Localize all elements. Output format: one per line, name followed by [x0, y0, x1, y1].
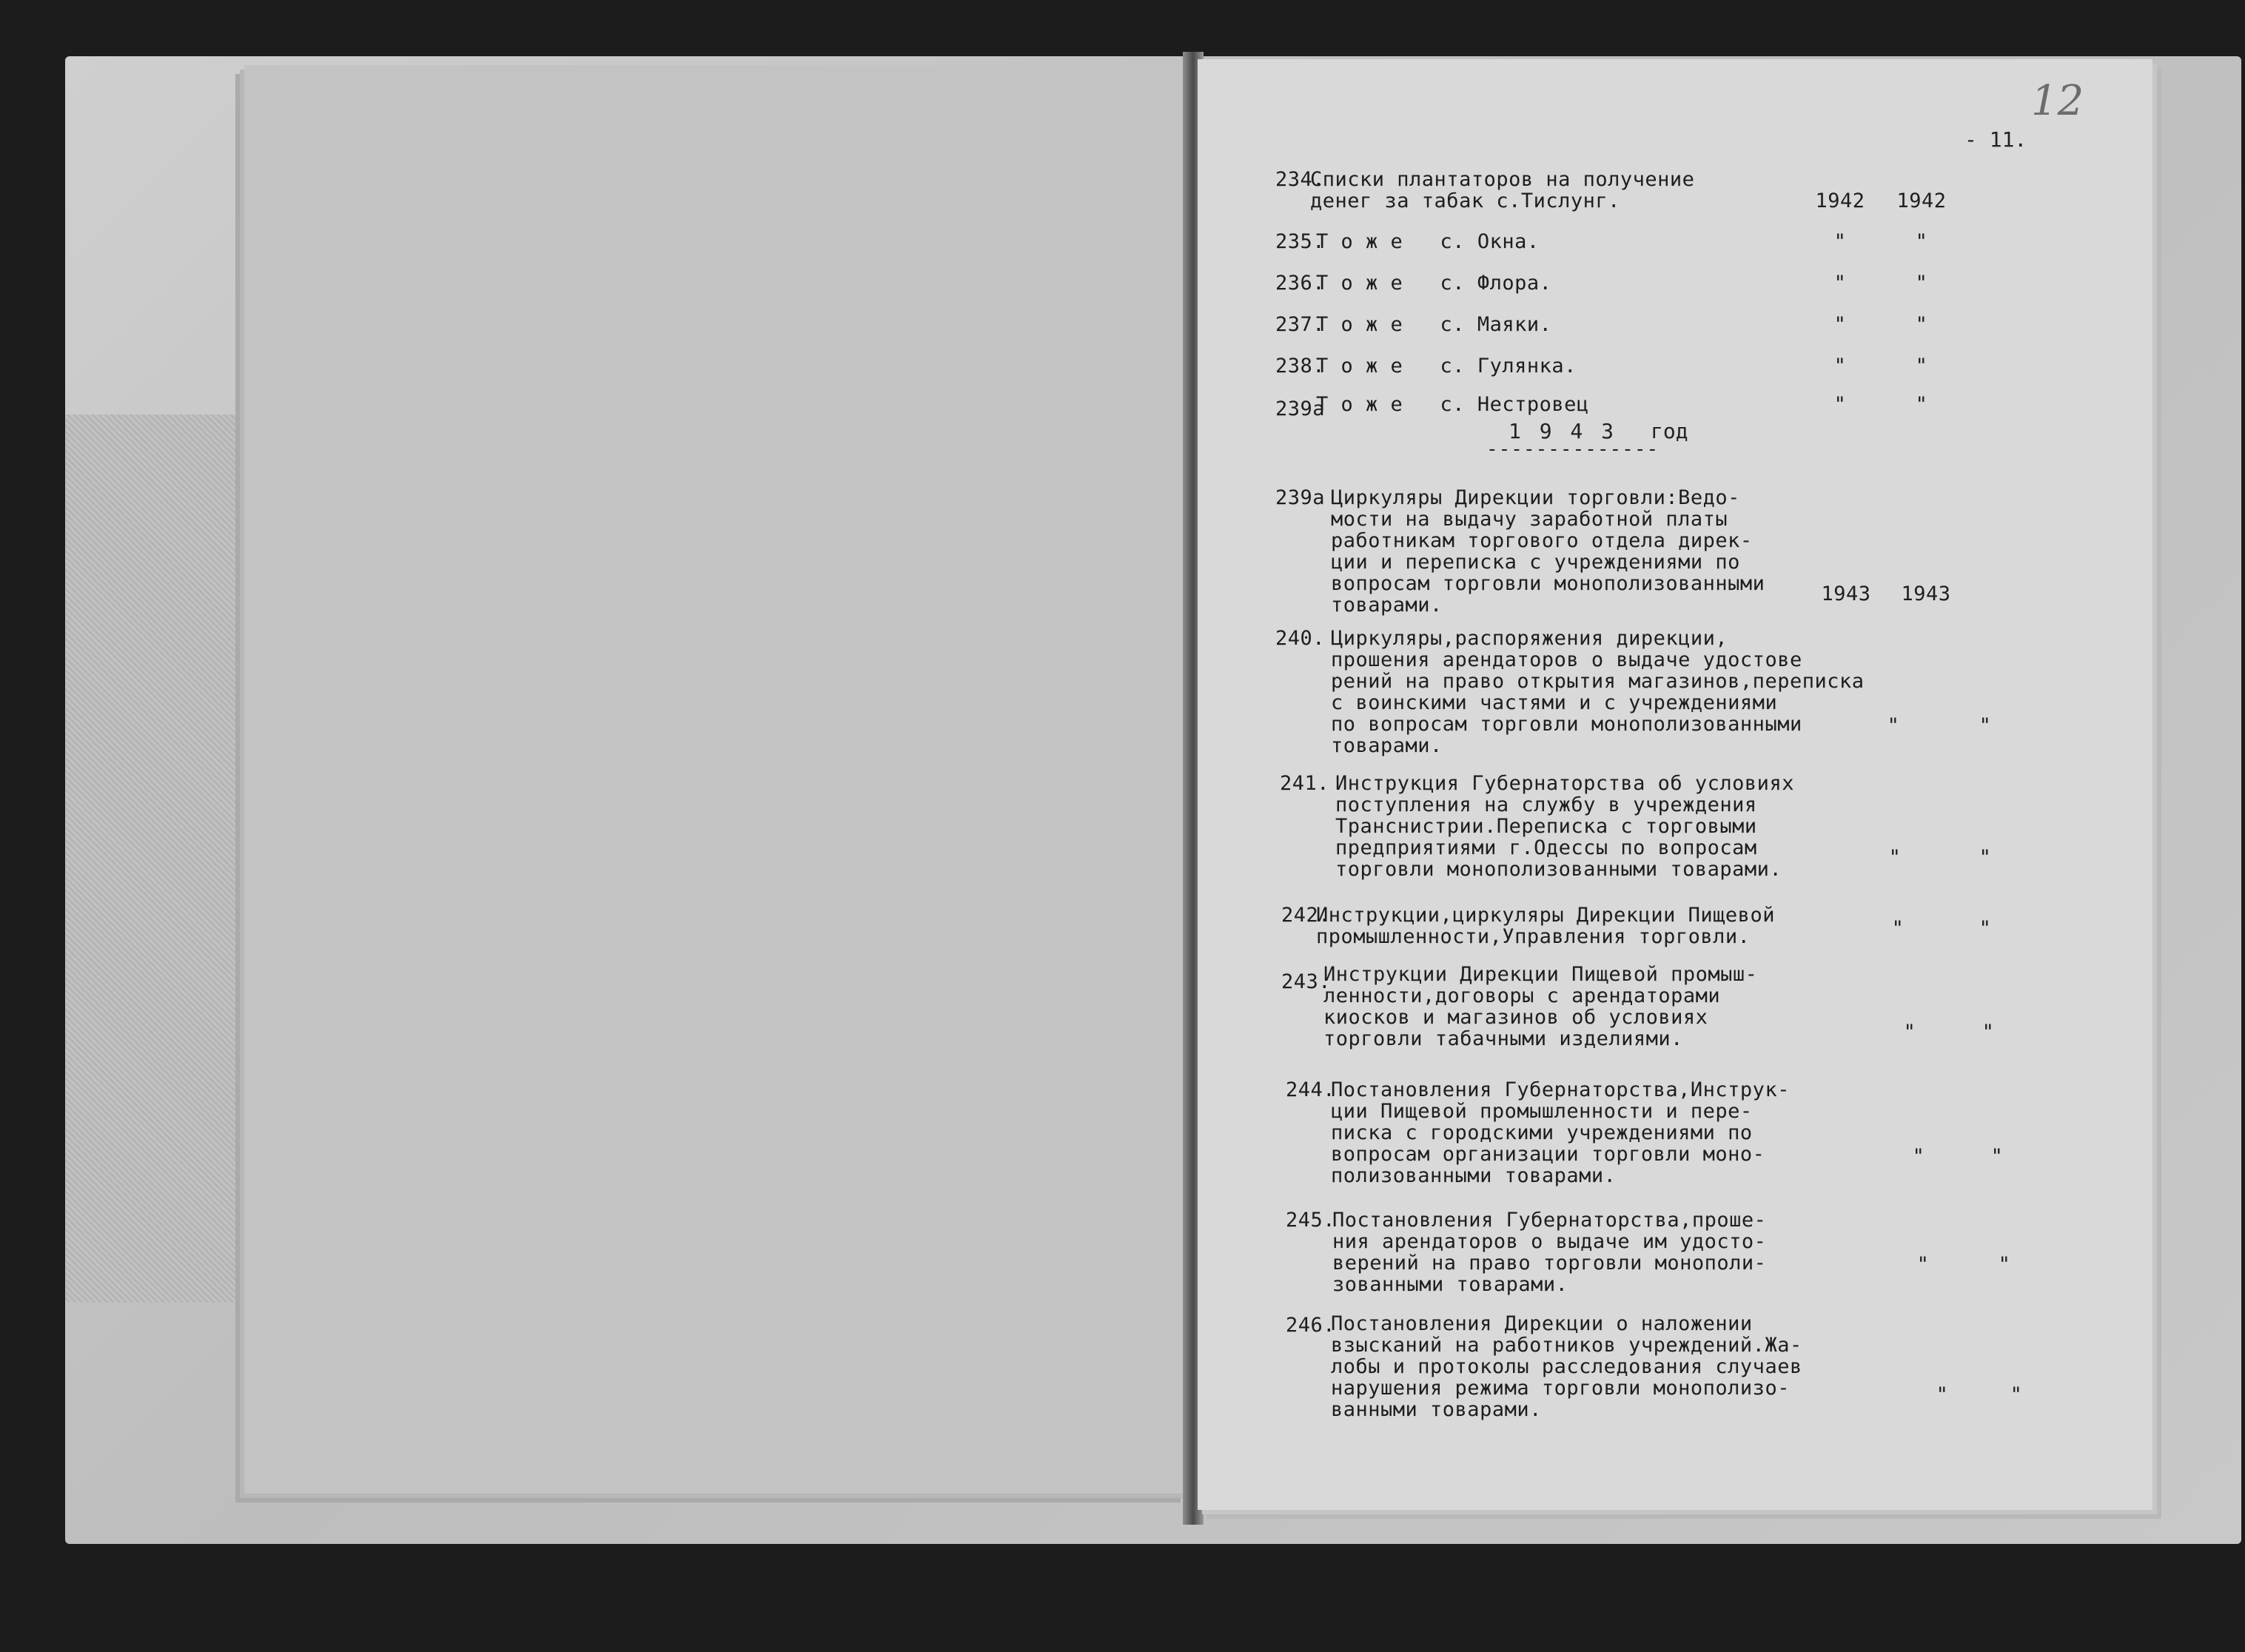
- entry-number: 242.: [1281, 904, 1331, 927]
- handwritten-folio-number: 12: [2031, 77, 2084, 125]
- entry-year-end: ": [1915, 355, 1928, 377]
- entry-year-end: ": [1979, 846, 1992, 869]
- entry-number: 234.: [1275, 168, 1325, 191]
- entry-number: 245.: [1285, 1209, 1335, 1232]
- entry-year-start: ": [1833, 355, 1847, 377]
- entry-number: 239а: [1275, 486, 1325, 509]
- entry-year-end: ": [1915, 393, 1928, 416]
- page-number: - 11.: [1964, 127, 2027, 152]
- entry-number: 240.: [1275, 627, 1325, 650]
- entry-number: 246.: [1285, 1314, 1335, 1337]
- inventory-page: [1198, 59, 2152, 1510]
- entry-title: Постановления Дирекции о наложении взысканий на работников учреждений.Жа- лобы и протоколы расследования случаев нарушения режима торговли монополизо- ванными товарами.: [1331, 1312, 1802, 1421]
- entry-year-end: ": [1915, 272, 1928, 295]
- entry-number: 238.: [1275, 355, 1325, 377]
- entry-year-end: ": [1990, 1145, 2004, 1168]
- entry-year-start: ": [1916, 1253, 1930, 1276]
- entry-year-start: ": [1887, 714, 1900, 737]
- folder-flap: [65, 414, 250, 1303]
- entry-year-start: 1943: [1821, 582, 1871, 605]
- entry-year-start: ": [1903, 1021, 1916, 1044]
- entry-title: Постановления Губернаторства,проше- ния арендаторов о выдаче им удосто- верений на право торговли монополи- зованными товарами.: [1332, 1209, 1767, 1296]
- entry-title: Т о ж е с. Окна.: [1316, 230, 1540, 253]
- entry-number: 235.: [1275, 230, 1325, 253]
- entry-number: 241.: [1279, 772, 1329, 795]
- entry-year-start: ": [1833, 230, 1847, 253]
- entry-year-start: ": [1833, 272, 1847, 295]
- entry-year-end: ": [1981, 1021, 1995, 1044]
- entry-year-start: ": [1888, 846, 1902, 869]
- entry-year-end: ": [1915, 313, 1928, 336]
- entry-year-end: ": [1998, 1253, 2011, 1276]
- entry-year-end: 1943: [1901, 582, 1951, 605]
- entry-title: Постановления Губернаторства,Инструк- ции Пищевой промышленности и пере- писка с городскими учреждениями по вопросам организации торговли моно- полизованными товарами.: [1331, 1078, 1790, 1187]
- entry-year-end: ": [1915, 230, 1928, 253]
- entry-year-end: ": [2010, 1383, 2023, 1406]
- year-heading: 1 9 4 3: [1509, 419, 1617, 443]
- entry-title: Т о ж е с. Нестровец: [1316, 393, 1589, 416]
- entry-title: Инструкции,циркуляры Дирекции Пищевой промышленности,Управления торговли.: [1316, 904, 1775, 948]
- entry-title: Т о ж е с. Гулянка.: [1316, 355, 1577, 377]
- entry-title: Т о ж е с. Флора.: [1316, 272, 1552, 295]
- entry-title: Циркуляры,распоряжения дирекции, прошения арендаторов о выдаче удостове рений на право открытия магазинов,переписка с воинскими частями и с учреждениями по вопросам торговли монополизованными товарами.: [1331, 627, 1865, 757]
- entry-year-start: ": [1833, 313, 1847, 336]
- entry-year-start: ": [1891, 917, 1905, 940]
- entry-title: Списки плантаторов на получение денег за табак с.Тислунг.: [1310, 168, 1695, 212]
- entry-title: Циркуляры Дирекции торговли:Ведо- мости на выдачу заработной платы работникам торгового отдела дирек- ции и переписка с учреждениями по вопросам торговли монополизованными товарами.: [1331, 486, 1765, 617]
- blank-left-page: [244, 65, 1189, 1494]
- entry-year-start: ": [1833, 393, 1847, 416]
- entry-number: 237.: [1275, 313, 1325, 336]
- entry-year-start: ": [1912, 1145, 1925, 1168]
- year-heading-rule: --------------: [1486, 438, 1660, 460]
- entry-year-start: 1942: [1815, 189, 1865, 212]
- entry-year-start: ": [1936, 1383, 1949, 1406]
- year-heading-suffix: год: [1651, 419, 1688, 443]
- entry-year-end: ": [1979, 714, 1992, 737]
- entry-number: 239а: [1275, 397, 1325, 420]
- entry-number: 244.: [1285, 1078, 1335, 1101]
- entry-year-end: ": [1979, 917, 1992, 940]
- entry-title: Инструкции Дирекции Пищевой промыш- ленности,договоры с арендаторами киосков и магазинов об условиях торговли табачными изделиями.: [1323, 963, 1758, 1050]
- entry-number: 236.: [1275, 272, 1325, 295]
- entry-title: Т о ж е с. Маяки.: [1316, 313, 1552, 336]
- entry-year-end: 1942: [1896, 189, 1947, 212]
- entry-title: Инструкция Губернаторства об условиях поступления на службу в учреждения Транснистрии.Переписка с торговыми предприятиями г.Одессы по вопросам торговли монополизованными товарами.: [1335, 772, 1794, 881]
- entry-number: 243.: [1281, 970, 1331, 993]
